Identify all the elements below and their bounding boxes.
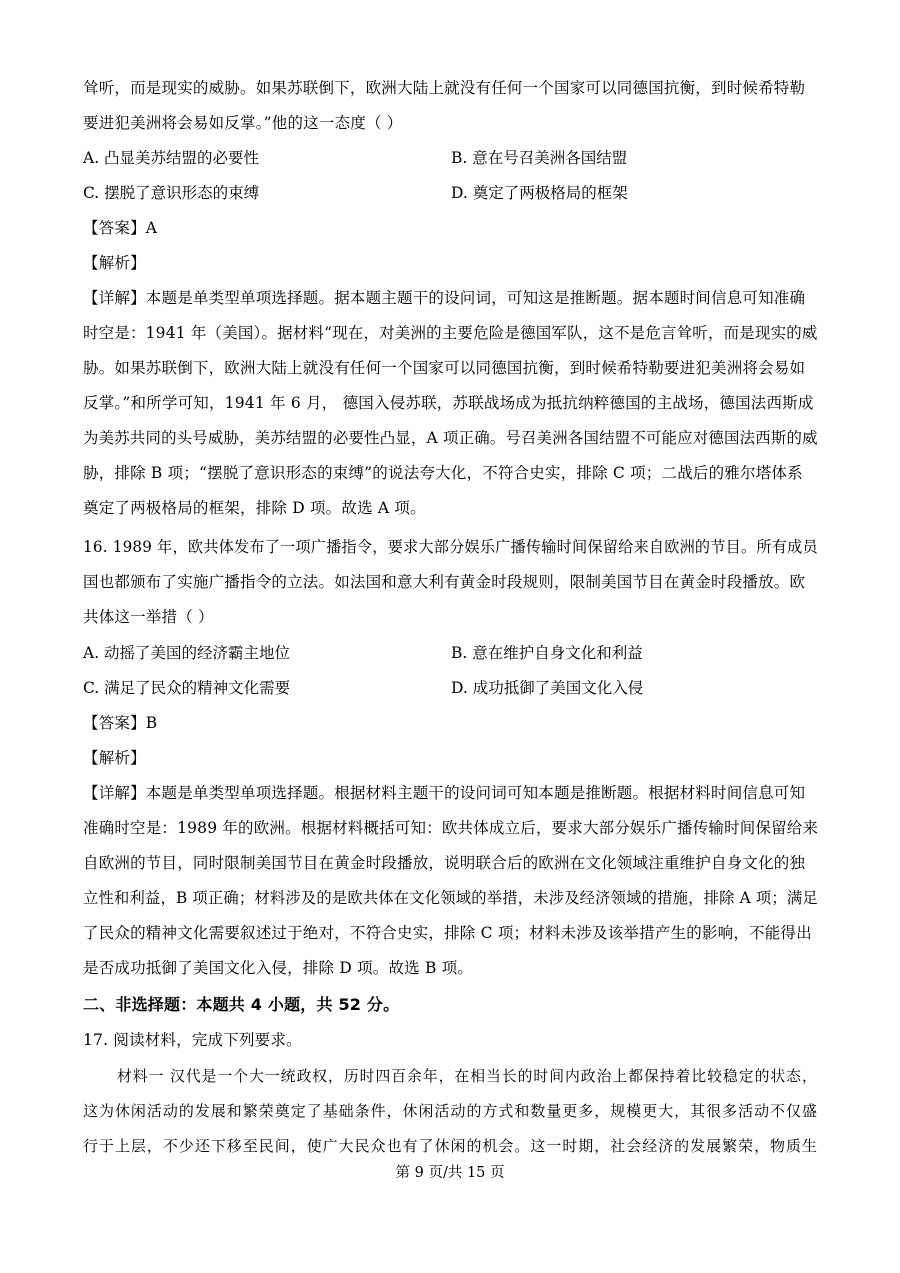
q15-stem-line-2: 要进犯美洲将会易如反掌。”他的这一态度（ ） xyxy=(83,114,403,132)
q16-detail-line-5: 了民众的精神文化需要叙述过于绝对，不符合史实，排除 C 项；材料未涉及该举措产生的影响，不能得出 xyxy=(83,924,812,942)
q16-option-b: B. 意在维护自身文化和利益 xyxy=(451,644,643,662)
q15-detail-line-4: 反掌。”和所学可知，1941 年 6 月， 德国入侵苏联，苏联战场成为抵抗纳粹德国的主战场，德国法西斯成 xyxy=(83,394,814,412)
q15-option-c: C. 摆脱了意识形态的束缚 xyxy=(83,184,260,202)
page-number: 第 9 页/共 15 页 xyxy=(395,1165,505,1181)
q16-detail-line-1: 【详解】本题是单类型单项选择题。根据材料主题干的设问词可知本题是推断题。根据材料时间信息可知 xyxy=(83,784,806,802)
q15-detail-line-1: 【详解】本题是单类型单项选择题。据本题主题干的设问词，可知这是推断题。据本题时间信息可知准确 xyxy=(83,289,806,307)
q16-stem-line-1: 16. 1989 年，欧共体发布了一项广播指令，要求大部分娱乐广播传输时间保留给来自欧洲的节目。所有成员 xyxy=(83,538,818,556)
q16-answer: 【答案】B xyxy=(83,714,158,732)
q16-stem-line-2: 国也都颁布了实施广播指令的立法。如法国和意大利有黄金时段规则，限制美国节目在黄金时段播放。欧 xyxy=(83,573,806,591)
q15-detail-line-5: 为美苏共同的头号威胁，美苏结盟的必要性凸显，A 项正确。号召美洲各国结盟不可能应对德国法西斯的威 xyxy=(83,429,818,447)
q16-detail-line-4: 立性和利益，B 项正确；材料涉及的是欧共体在文化领域的举措，未涉及经济领域的措施，排除 A 项；满足 xyxy=(83,889,818,907)
q15-detail-line-7: 奠定了两极格局的框架，排除 D 项。故选 A 项。 xyxy=(83,499,426,517)
q17-material-line-1: 材料一 汉代是一个大一统政权，历时四百余年，在相当长的时间内政治上都保持着比较稳定的状态， xyxy=(117,1067,818,1085)
q16-detail-line-3: 自欧洲的节目，同时限制美国节目在黄金时段播放，说明联合后的欧洲在文化领域注重维护自身文化的独 xyxy=(83,854,806,872)
q16-detail-line-2: 准确时空是：1989 年的欧洲。根据材料概括可知：欧共体成立后，要求大部分娱乐广播传输时间保留给来 xyxy=(83,819,819,837)
q15-detail-line-6: 胁，排除 B 项；“摆脱了意识形态的束缚”的说法夸大化，不符合史实，排除 C 项；二战后的雅尔塔体系 xyxy=(83,464,803,482)
q15-detail-line-2: 时空是：1941 年（美国）。据材料“现在，对美洲的主要危险是德国军队，这不是危言耸听，而是现实的威 xyxy=(83,324,818,342)
q15-analysis-label: 【解析】 xyxy=(83,254,146,272)
q15-answer: 【答案】A xyxy=(83,219,158,237)
q16-analysis-label: 【解析】 xyxy=(83,749,146,767)
q15-option-b: B. 意在号召美洲各国结盟 xyxy=(451,149,628,167)
q17-material-line-3: 行于上层，不少还下移至民间，使广大民众也有了休闲的机会。这一时期，社会经济的发展繁荣，物质生 xyxy=(83,1137,818,1155)
q17-stem: 17. 阅读材料，完成下列要求。 xyxy=(83,1031,302,1049)
q16-option-c: C. 满足了民众的精神文化需要 xyxy=(83,679,291,697)
q15-option-d: D. 奠定了两极格局的框架 xyxy=(451,184,628,202)
q16-option-d: D. 成功抵御了美国文化入侵 xyxy=(451,679,644,697)
q15-detail-line-3: 胁。如果苏联倒下，欧洲大陆上就没有任何一个国家可以同德国抗衡，到时候希特勒要进犯美洲将会易如 xyxy=(83,359,806,377)
q16-detail-line-6: 是否成功抵御了美国文化入侵，排除 D 项。故选 B 项。 xyxy=(83,959,474,977)
q16-stem-line-3: 共体这一举措（ ） xyxy=(83,608,214,626)
section-heading: 二、非选择题：本题共 4 小题，共 52 分。 xyxy=(83,995,400,1014)
q15-stem-line-1: 耸听，而是现实的威胁。如果苏联倒下，欧洲大陆上就没有任何一个国家可以同德国抗衡，到时候希特勒 xyxy=(83,79,806,97)
q17-material-line-2: 这为休闲活动的发展和繁荣奠定了基础条件，休闲活动的方式和数量更多，规模更大，其很多活动不仅盛 xyxy=(83,1102,818,1120)
q16-option-a: A. 动摇了美国的经济霸主地位 xyxy=(83,644,291,662)
q15-option-a: A. 凸显美苏结盟的必要性 xyxy=(83,149,260,167)
